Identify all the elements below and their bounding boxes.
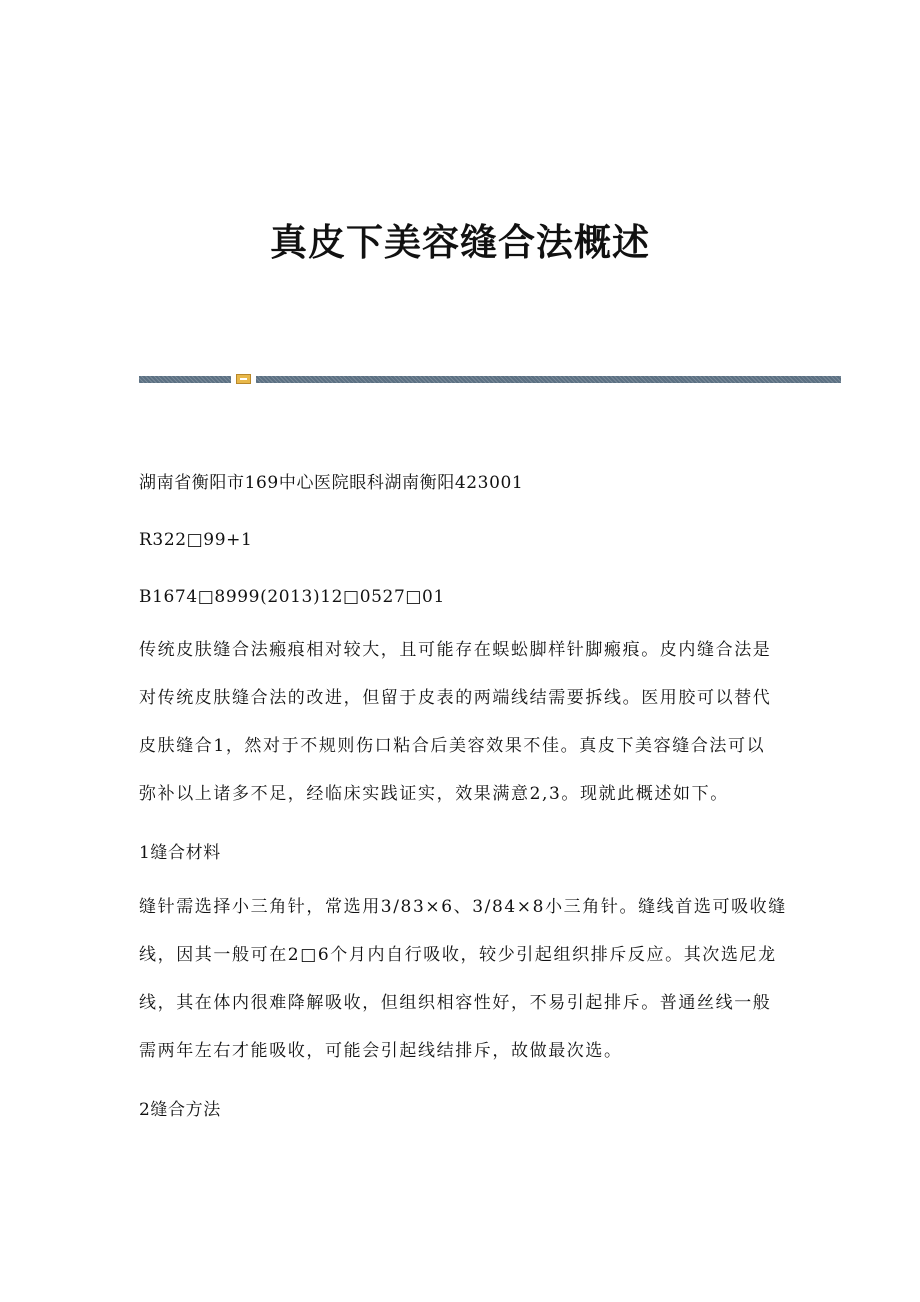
- intro-line: 皮肤缝合1，然对于不规则伤口粘合后美容效果不佳。真皮下美容缝合法可以: [139, 736, 766, 756]
- section-heading-materials: 1缝合材料: [139, 843, 221, 863]
- author-affiliation: 湖南省衡阳市169中心医院眼科湖南衡阳423001: [139, 473, 524, 493]
- intro-line: 传统皮肤缝合法瘢痕相对较大，且可能存在蜈蚣脚样针脚瘢痕。皮内缝合法是: [139, 640, 772, 660]
- section-heading-methods: 2缝合方法: [139, 1100, 221, 1120]
- intro-paragraph: [139, 626, 784, 818]
- page-title: 真皮下美容缝合法概述: [270, 220, 650, 264]
- classification-number: R322□99+1: [139, 530, 253, 550]
- materials-paragraph: [139, 883, 787, 1075]
- materials-line: 缝针需选择小三角针，常选用3/83×6、3/84×8小三角针。缝线首选可吸收缝: [139, 897, 787, 917]
- materials-line: 线，其在体内很难降解吸收，但组织相容性好，不易引起排斥。普通丝线一般: [139, 993, 772, 1013]
- intro-line: 弥补以上诸多不足，经临床实践证实，效果满意2,3。现就此概述如下。: [139, 784, 729, 804]
- divider-bar-left: [139, 376, 231, 383]
- divider-ornament-icon: [236, 374, 251, 384]
- document-code: B1674□8999(2013)12□0527□01: [139, 587, 445, 607]
- materials-line: 线，因其一般可在2□6个月内自行吸收，较少引起组织排斥反应。其次选尼龙: [139, 945, 777, 965]
- divider-bar-right: [256, 376, 841, 383]
- title-divider: [139, 374, 841, 384]
- materials-line: 需两年左右才能吸收，可能会引起线结排斥，故做最次选。: [139, 1041, 623, 1061]
- intro-line: 对传统皮肤缝合法的改进，但留于皮表的两端线结需要拆线。医用胶可以替代: [139, 688, 772, 708]
